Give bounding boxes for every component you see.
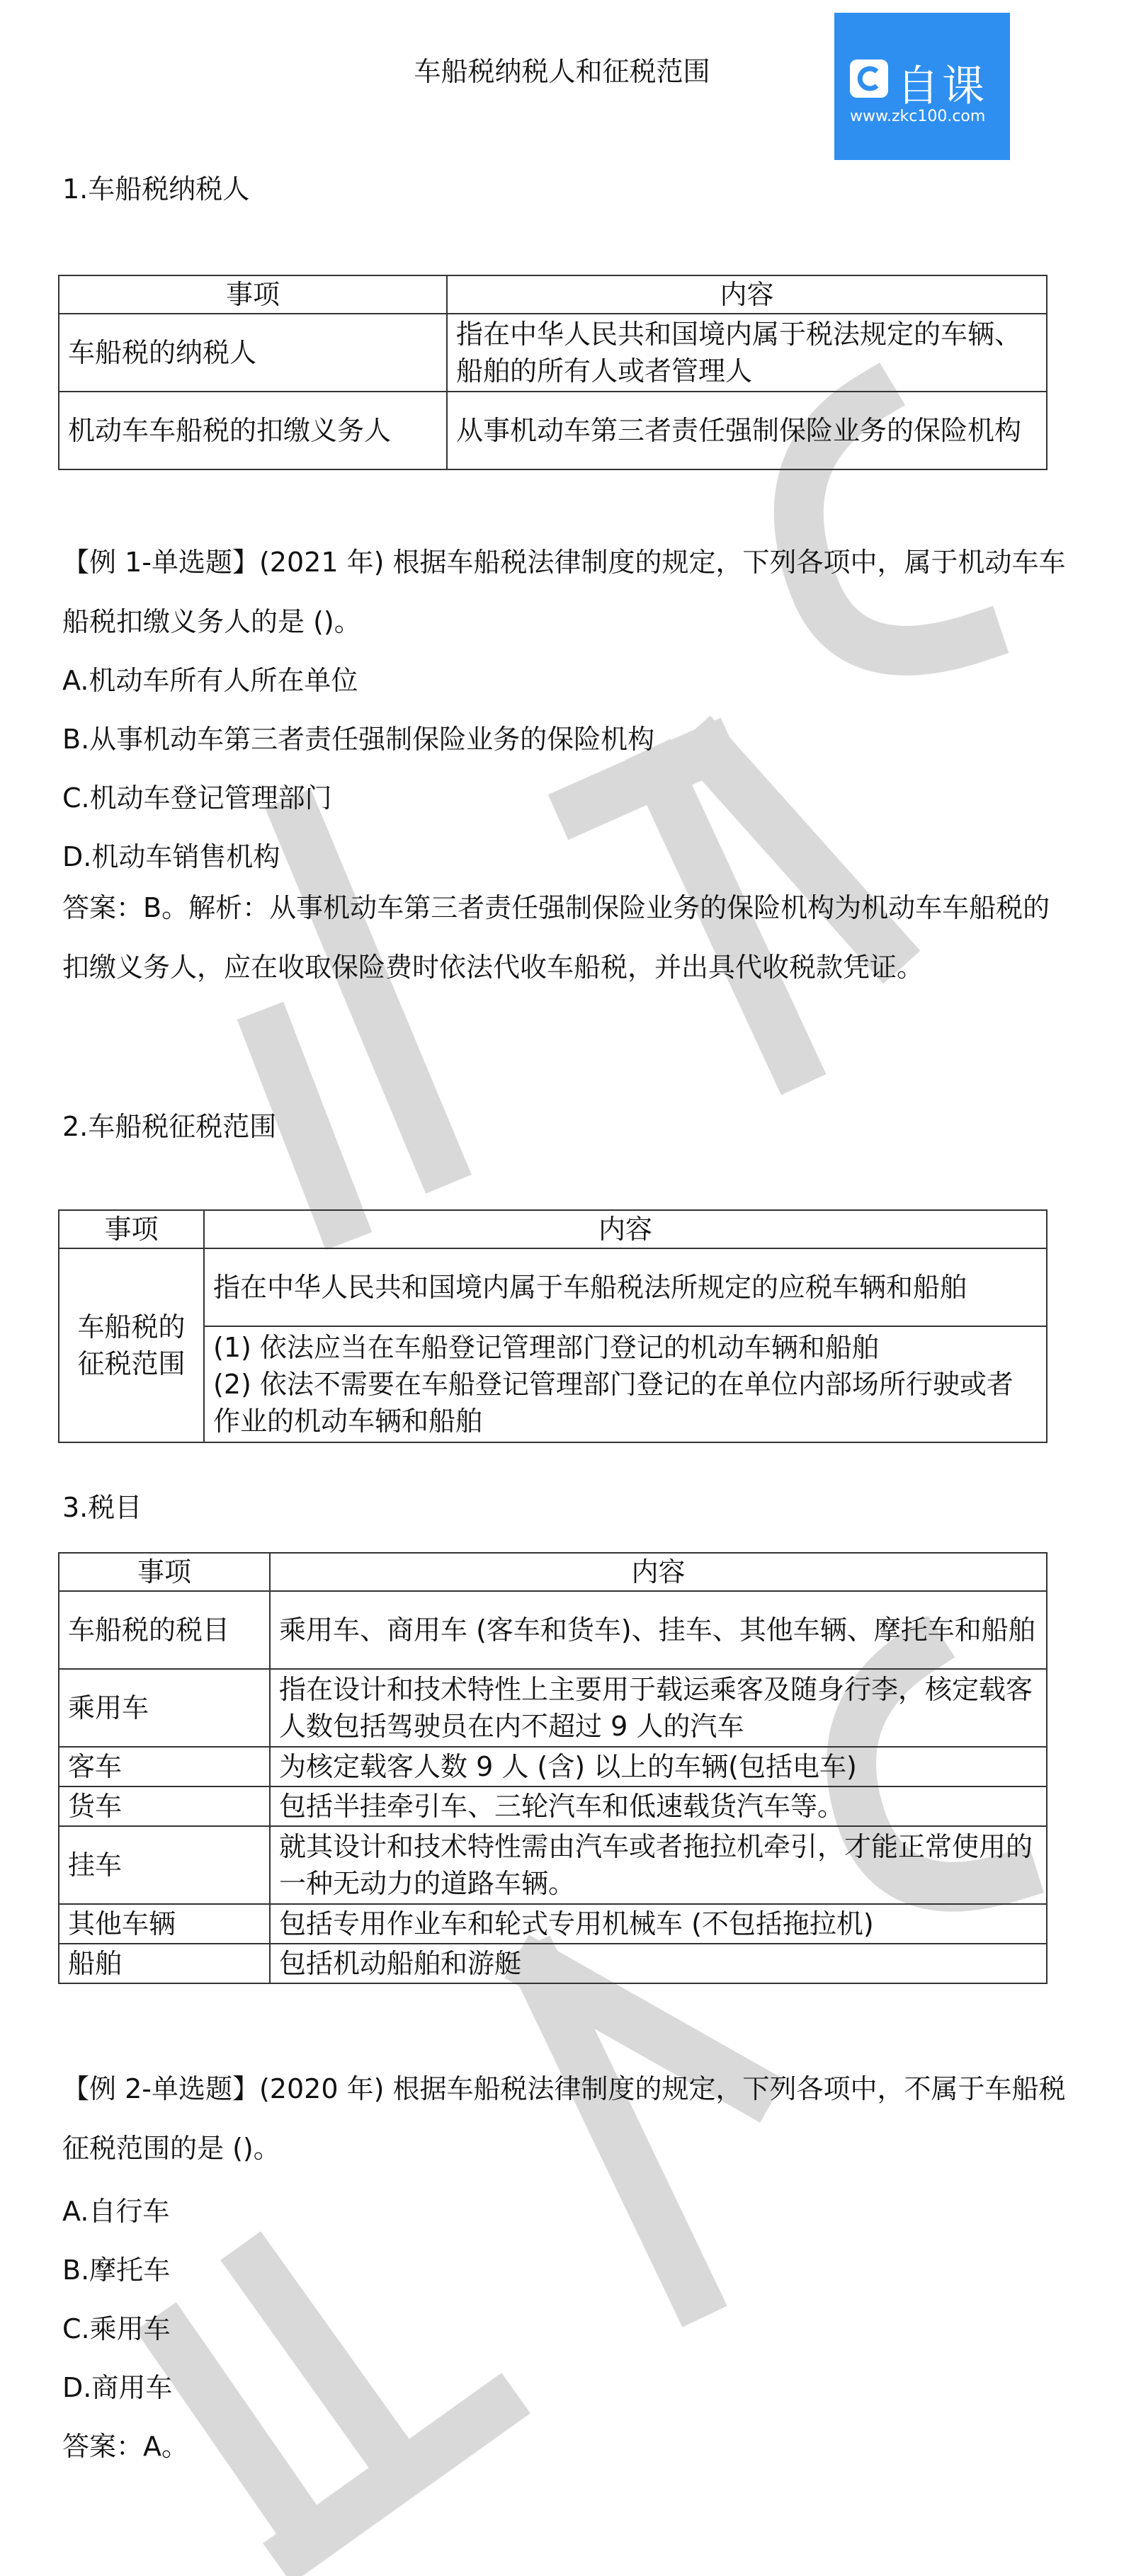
table-cell-content: 包括专用作业车和轮式专用机械车 (不包括拖拉机) [270,1904,1047,1944]
table-header-row [59,275,1047,314]
table-cell-content [204,1326,1047,1442]
table-row [59,1786,1047,1826]
table-row [59,392,1047,469]
tax-items-table [58,1552,1048,1984]
table-cell-item: 其他车辆 [59,1904,270,1944]
zkc-logo [834,13,1010,160]
example2-option: D.商用车 [62,2372,173,2403]
page-title: 车船税纳税人和征税范围 [414,56,710,87]
example2-option: B.摩托车 [62,2255,171,2286]
table-header-cell: 事项 [59,275,447,314]
table-row [59,1669,1047,1747]
section3-heading: 3.税目 [62,1492,142,1523]
table-cell-content: 指在中华人民共和国境内属于税法规定的车辆、船舶的所有人或者管理人 [447,314,1047,392]
example2-option: A.自行车 [62,2196,170,2227]
example1-option: C.机动车登记管理部门 [62,782,332,814]
table-cell-item: 船舶 [59,1944,270,1983]
example2-question: 【例 2-单选题】(2020 年) 根据车船税法律制度的规定，下列各项中，不属于车船税征税范围的是 ()。 [62,2073,1066,2164]
table-header-cell: 内容 [447,275,1047,314]
table-cell-content: 包括机动船舶和游艇 [270,1944,1047,1983]
table-row [59,1591,1047,1669]
scope-item-1: (1) 依法应当在车船登记管理部门登记的机动车辆和船舶 [213,1332,879,1363]
section2-heading: 2.车船税征税范围 [62,1111,277,1142]
table-row [59,314,1047,392]
table-row [59,1326,1047,1442]
table-cell-item: 挂车 [59,1826,270,1904]
table-cell-item: 客车 [59,1747,270,1786]
table-row [59,1944,1047,1983]
table-cell-item: 货车 [59,1786,270,1826]
table-header-cell: 事项 [59,1553,270,1591]
example2-answer: 答案：A。 [62,2431,188,2462]
table-row [59,1248,1047,1326]
example2-option: C.乘用车 [62,2313,171,2344]
table-header-row [59,1210,1047,1248]
example1-option: A.机动车所有人所在单位 [62,665,358,696]
table-cell-item: 机动车车船税的扣缴义务人 [59,392,447,469]
table-cell-content: 乘用车、商用车 (客车和货车)、挂车、其他车辆、摩托车和船舶 [270,1591,1047,1669]
table-row [59,1904,1047,1944]
table-row [59,1826,1047,1904]
example1-option: B.从事机动车第三者责任强制保险业务的保险机构 [62,724,655,755]
table-row [59,1747,1047,1786]
example1-question: 【例 1-单选题】(2021 年) 根据车船税法律制度的规定，下列各项中，属于机动车车船税扣缴义务人的是 ()。 [62,547,1066,637]
taxpayer-table [58,275,1048,470]
example1-option: D.机动车销售机构 [62,841,280,872]
section1-heading: 1.车船税纳税人 [62,173,250,205]
table-header-cell: 内容 [270,1553,1047,1591]
table-cell-content: 就其设计和技术特性需由汽车或者拖拉机牵引，才能正常使用的一种无动力的道路车辆。 [270,1826,1047,1904]
table-cell-item: 车船税的征税范围 [59,1248,204,1442]
table-cell-content: 指在设计和技术特性上主要用于载运乘客及随身行李，核定载客人数包括驾驶员在内不超过 9 人的汽车 [270,1669,1047,1747]
logo-url: www.zkc100.com [850,108,986,125]
table-cell-item: 车船税的税目 [59,1591,270,1669]
table-header-cell: 事项 [59,1210,204,1248]
logo-text: 自课 [897,62,987,111]
scope-table [58,1209,1048,1443]
table-cell-content: 为核定载客人数 9 人 (含) 以上的车辆(包括电车) [270,1747,1047,1786]
table-cell-content: 包括半挂牵引车、三轮汽车和低速载货汽车等。 [270,1786,1047,1826]
table-cell-content: 指在中华人民共和国境内属于车船税法所规定的应税车辆和船舶 [204,1248,1047,1326]
logo-mark-icon [850,59,888,98]
scope-item-2: (2) 依法不需要在车船登记管理部门登记的在单位内部场所行驶或者作业的机动车辆和船舶 [213,1369,1014,1437]
table-cell-item: 乘用车 [59,1669,270,1747]
table-cell-item: 车船税的纳税人 [59,314,447,392]
table-header-row [59,1553,1047,1591]
table-cell-content: 从事机动车第三者责任强制保险业务的保险机构 [447,392,1047,469]
example1-answer: 答案：B。解析：从事机动车第三者责任强制保险业务的保险机构为机动车车船税的扣缴义务人，应在收取保险费时依法代收车船税，并出具代收税款凭证。 [62,892,1050,983]
table-header-cell: 内容 [204,1210,1047,1248]
